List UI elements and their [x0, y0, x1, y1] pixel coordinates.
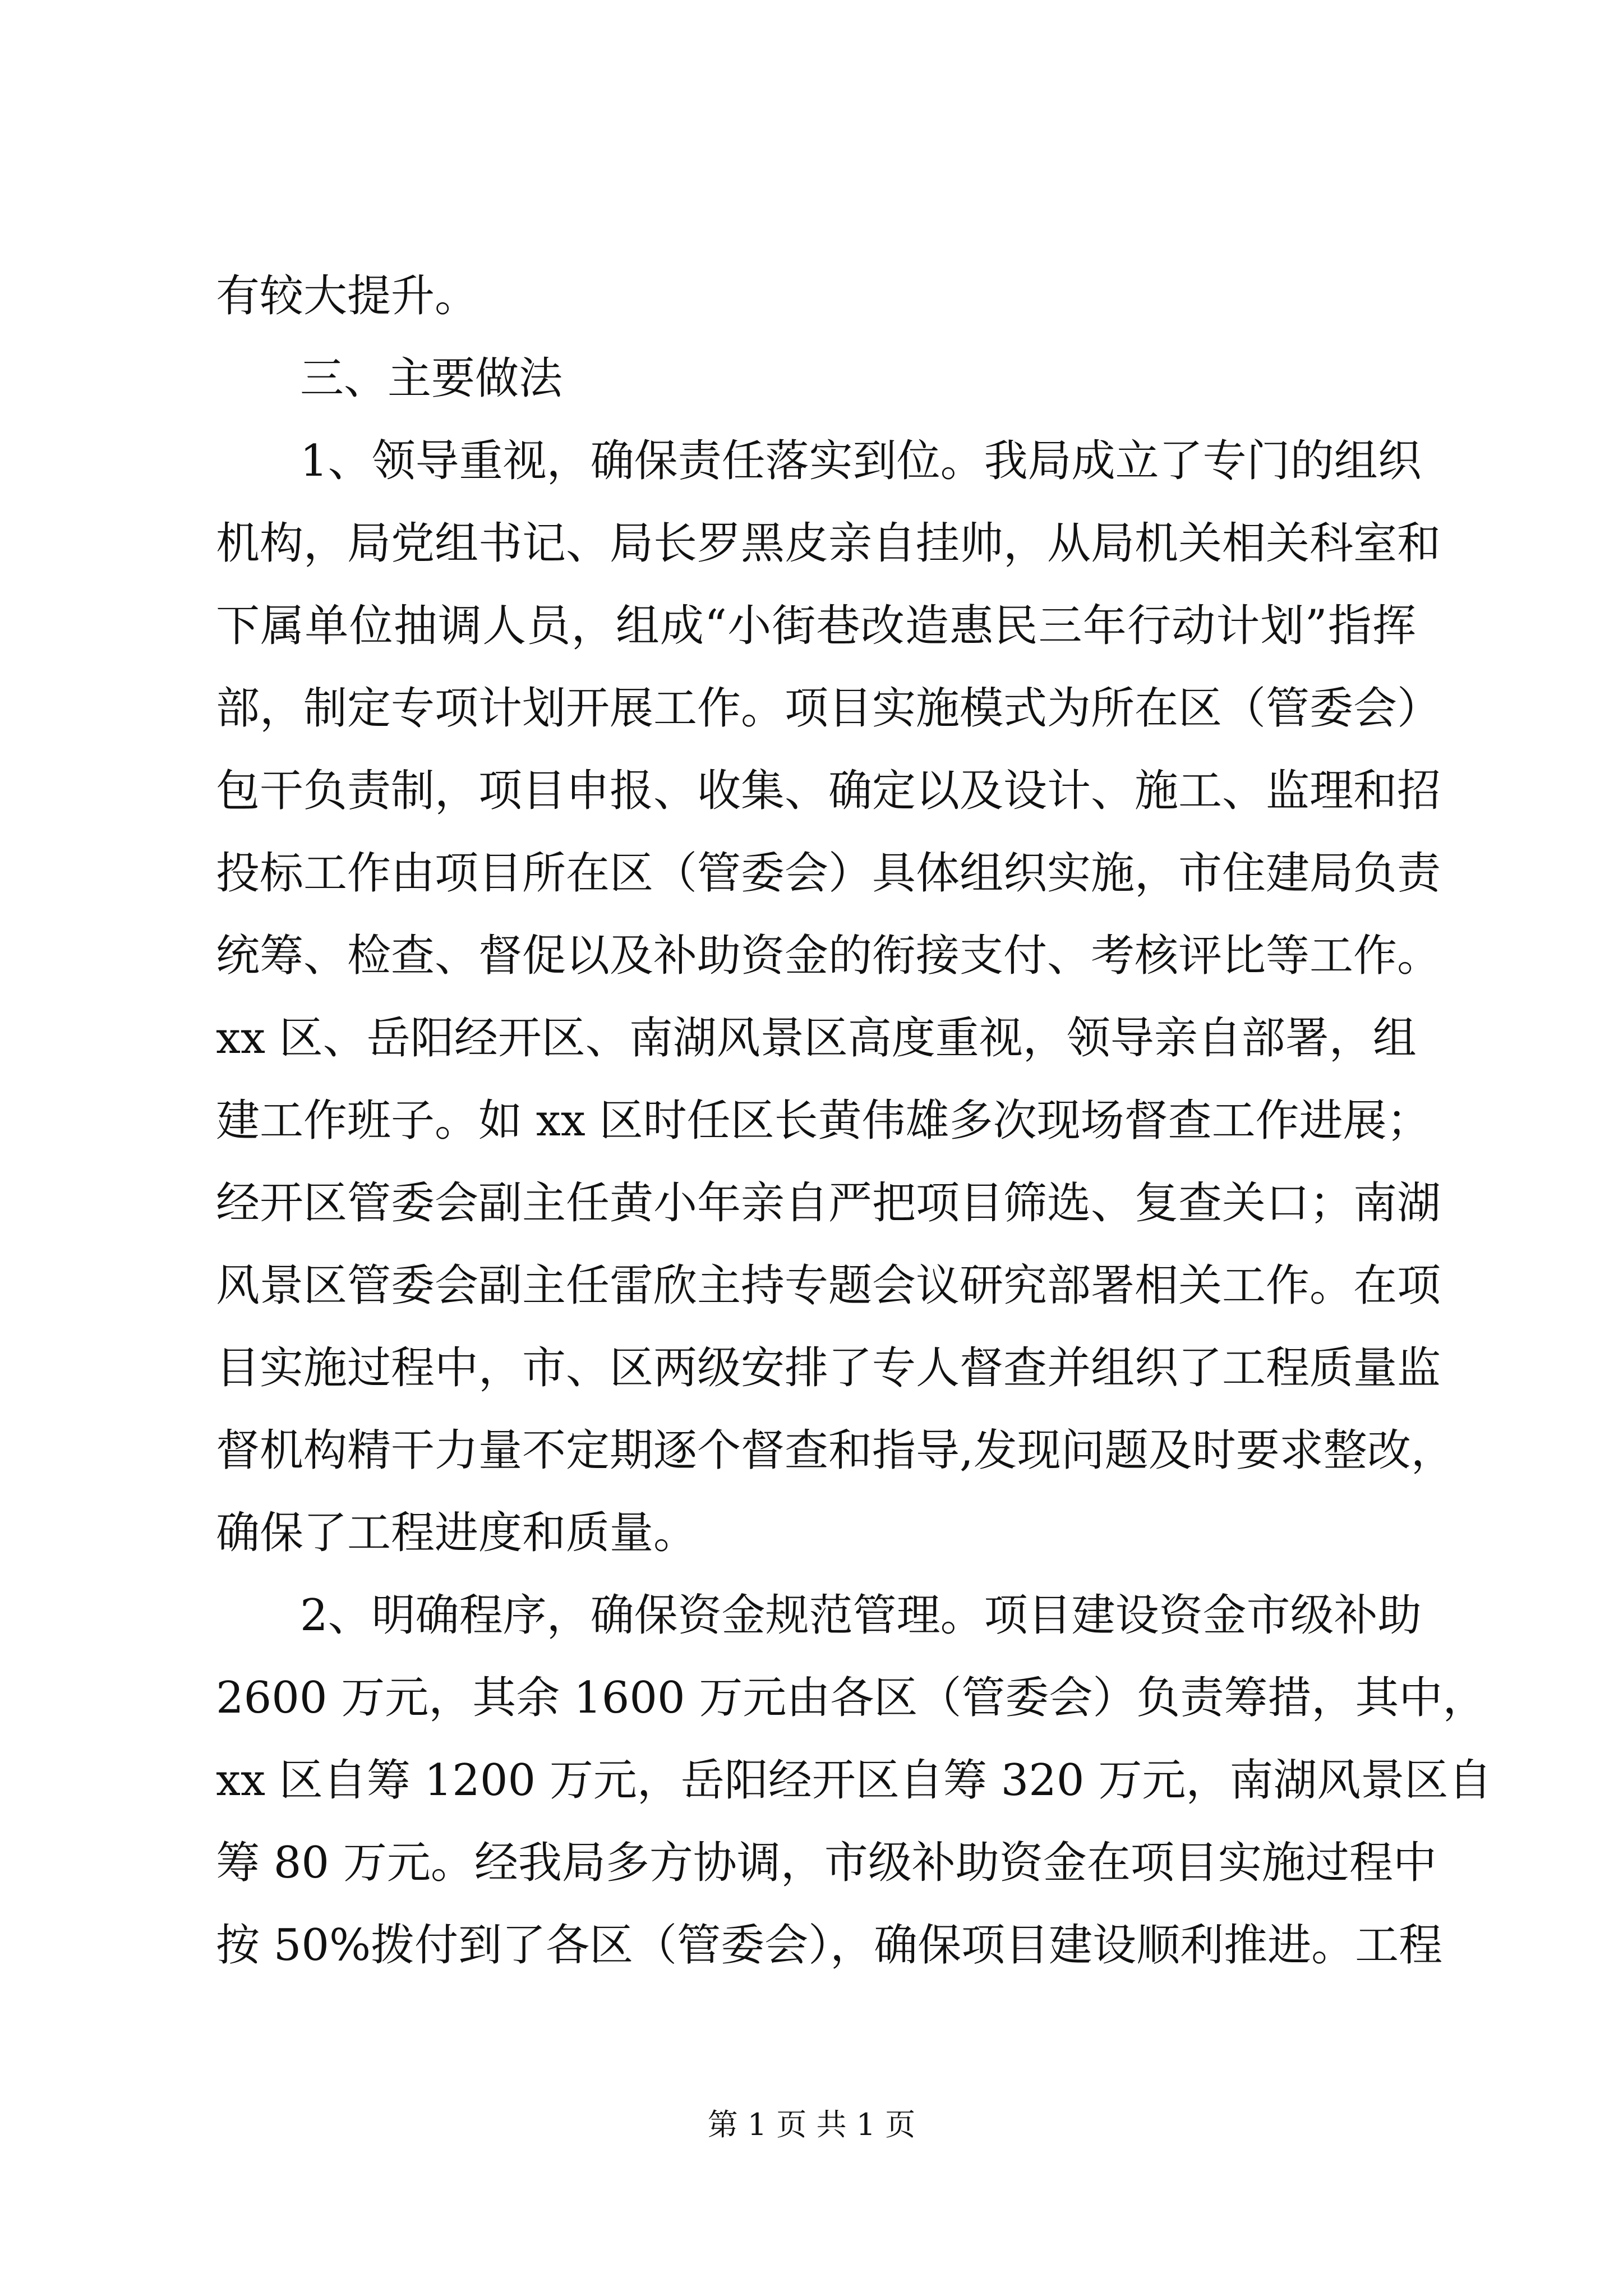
paragraph-1-line: 投标工作由项目所在区（管委会）具体组织实施，市住建局负责 [216, 848, 1441, 899]
paragraph-1-line: 督机构精干力量不定期逐个督查和指导,发现问题及时要求整改， [216, 1425, 1455, 1476]
paragraph-2-line: 2600 万元，其余 1600 万元由各区（管委会）负责筹措，其中， [216, 1673, 1487, 1723]
paragraph-1-line: 确保了工程进度和质量。 [216, 1508, 698, 1558]
paragraph-2-line: 2、明确程序，确保资金规范管理。项目建设资金市级补助 [300, 1590, 1422, 1641]
paragraph-1-line: 机构，局党组书记、局长罗黑皮亲自挂帅，从局机关相关科室和 [216, 518, 1441, 569]
paragraph-1-line: 建工作班子。如 xx 区时任区长黄伟雄多次现场督查工作进展； [216, 1096, 1431, 1146]
text-line: 有较大提升。 [216, 271, 479, 321]
paragraph-1-line: 下属单位抽调人员，组成“小街巷改造惠民三年行动计划”指挥 [216, 601, 1416, 651]
paragraph-2-line: 筹 80 万元。经我局多方协调，市级补助资金在项目实施过程中 [216, 1838, 1437, 1888]
paragraph-1-line: xx 区、岳阳经开区、南湖风景区高度重视，领导亲自部署，组 [216, 1013, 1417, 1064]
paragraph-1-line: 风景区管委会副主任雷欣主持专题会议研究部署相关工作。在项 [216, 1260, 1441, 1311]
body-text [216, 255, 1492, 1987]
paragraph-1-line: 1、领导重视，确保责任落实到位。我局成立了专门的组织 [300, 436, 1422, 486]
section-heading: 三、主要做法 [300, 353, 563, 404]
page-number-footer: 第 1 页 共 1 页 [707, 2107, 916, 2142]
paragraph-1-line: 部，制定专项计划开展工作。项目实施模式为所在区（管委会） [216, 683, 1441, 734]
paragraph-1-line: 包干负责制，项目申报、收集、确定以及设计、施工、监理和招 [216, 766, 1441, 816]
paragraph-2-line: xx 区自筹 1200 万元，岳阳经开区自筹 320 万元，南湖风景区自 [216, 1755, 1492, 1806]
paragraph-2-line: 按 50%拨付到了各区（管委会），确保项目建设顺利推进。工程 [216, 1920, 1443, 1971]
paragraph-1-line: 经开区管委会副主任黄小年亲自严把项目筛选、复查关口；南湖 [216, 1178, 1441, 1228]
paragraph-1-line: 目实施过程中，市、区两级安排了专人督查并组织了工程质量监 [216, 1343, 1441, 1393]
paragraph-1-line: 统筹、检查、督促以及补助资金的衔接支付、考核评比等工作。 [216, 931, 1441, 981]
